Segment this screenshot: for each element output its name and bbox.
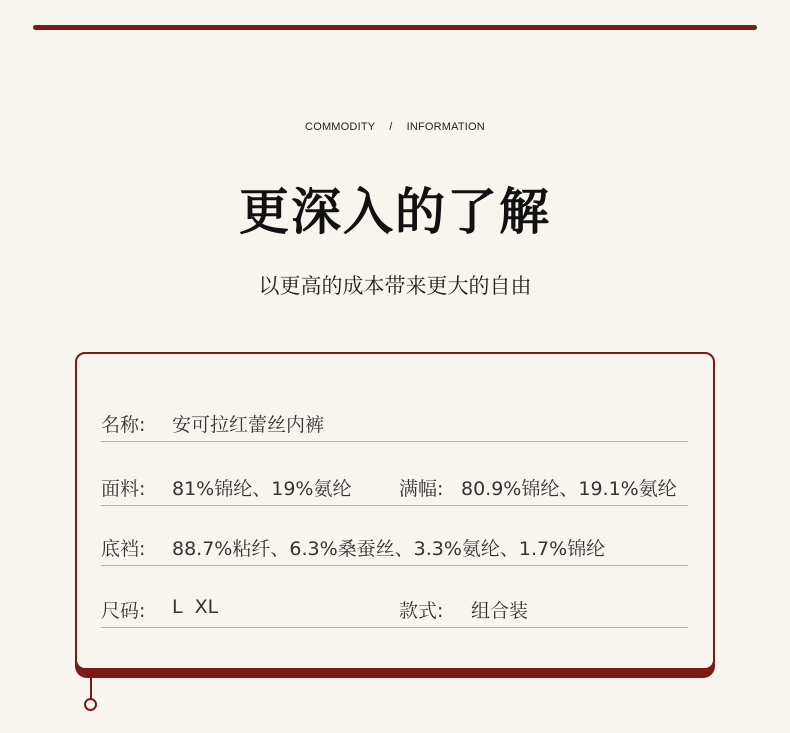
- style-value: 组合装: [471, 600, 529, 622]
- page-title: 更深入的了解: [239, 183, 551, 241]
- eyebrow-left: COMMODITY: [305, 121, 376, 133]
- crotch-value: 88.7%粘纤、6.3%桑蚕丝、3.3%氨纶、1.7%锦纶: [172, 538, 606, 560]
- eyebrow-right: INFORMATION: [406, 121, 485, 133]
- spec-row-crotch: [101, 526, 688, 566]
- section-eyebrow: [0, 121, 790, 133]
- spec-row-fabric: [101, 466, 688, 506]
- top-accent-bar: [33, 25, 757, 30]
- lace-label: 满幅:: [399, 478, 444, 500]
- size-value: L XL: [172, 596, 219, 618]
- spec-card: [75, 352, 715, 670]
- size-label: 尺码:: [101, 600, 146, 622]
- crotch-label: 底裆:: [101, 538, 146, 560]
- fabric-value: 81%锦纶、19%氨纶: [172, 478, 352, 500]
- pin-dot: [84, 698, 97, 711]
- page-subtitle: 以更高的成本带来更大的自由: [258, 274, 532, 298]
- pin-stem: [90, 676, 92, 700]
- spec-row-name: [101, 402, 688, 442]
- spec-row-size: [101, 588, 688, 628]
- eyebrow-separator: /: [389, 121, 393, 133]
- lace-value: 80.9%锦纶、19.1%氨纶: [461, 478, 677, 500]
- style-label: 款式:: [399, 600, 444, 622]
- name-value: 安可拉红蕾丝内裤: [172, 414, 325, 436]
- fabric-label: 面料:: [101, 478, 146, 500]
- name-label: 名称:: [101, 414, 146, 436]
